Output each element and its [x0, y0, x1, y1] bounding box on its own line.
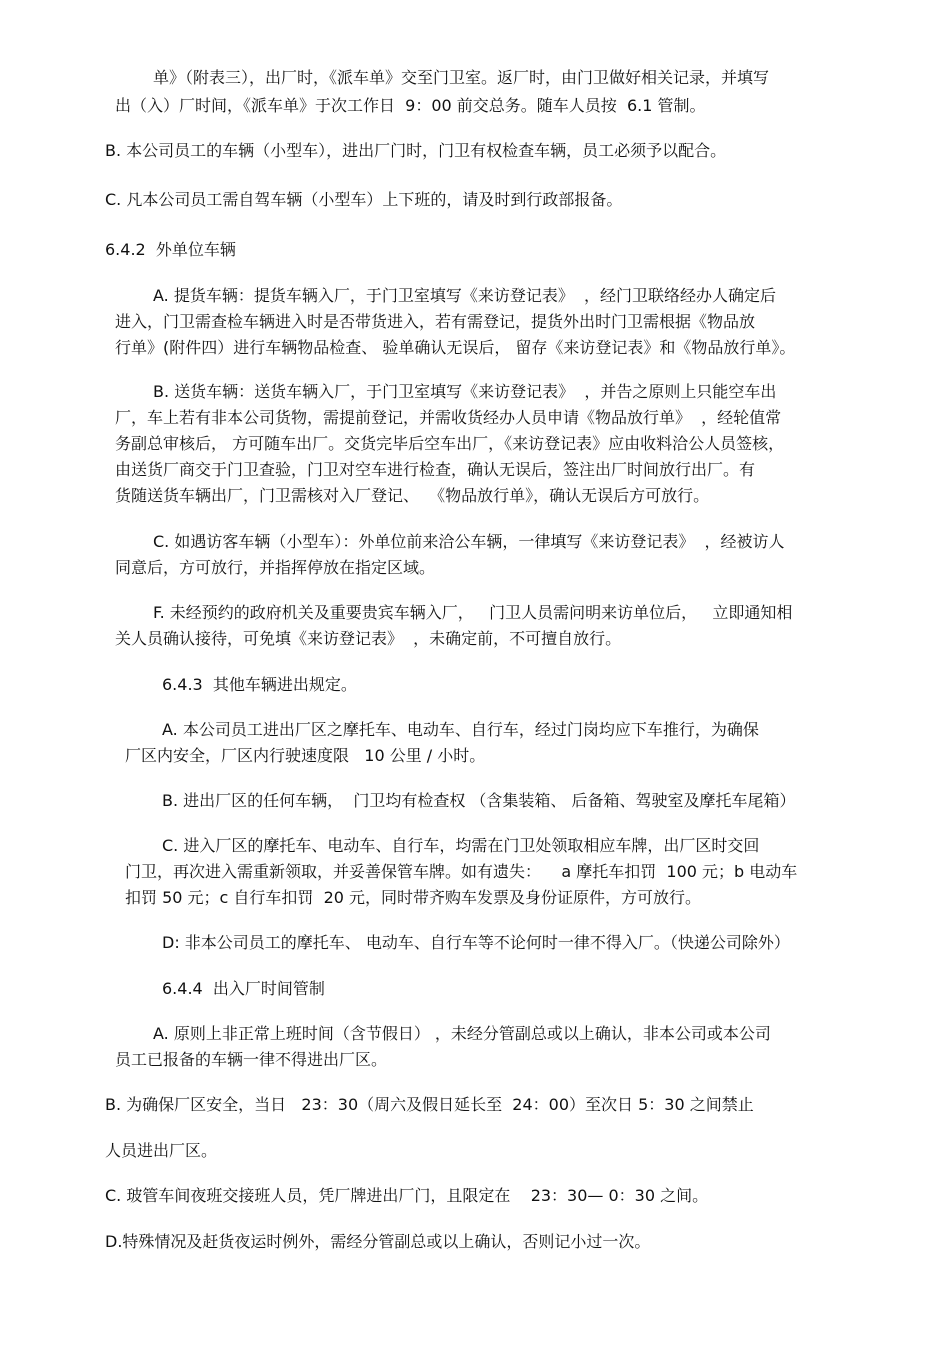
text-line: A. 原则上非正常上班时间（含节假日） ，未经分管副总或以上确认，非本公司或本公司 — [153, 1024, 771, 1043]
text-line: 人员进出厂区。 — [105, 1141, 218, 1160]
text-line: 员工已报备的车辆一律不得进出厂区。 — [115, 1050, 388, 1069]
text-line: 由送货厂商交于门卫查验，门卫对空车进行检查，确认无误后，签注出厂时间放行出厂。有 — [115, 460, 756, 479]
text-line: 厂，车上若有非本公司货物，需提前登记，并需收货经办人员申请《物品放行单》 ，经轮值常 — [115, 408, 782, 427]
section-heading: 6.4.2 外单位车辆 — [105, 240, 236, 259]
text-line: C. 进入厂区的摩托车、电动车、自行车，均需在门卫处领取相应车牌，出厂区时交回 — [162, 836, 760, 855]
text-line: 出（入）厂时间，《派车单》于次工作日 9：00 前交总务。随车人员按 6.1 管制。 — [115, 96, 706, 115]
text-line: 扣罚 50 元；c 自行车扣罚 20 元，同时带齐购车发票及身份证原件，方可放行。 — [125, 888, 702, 907]
text-line: 单》（附表三），出厂时，《派车单》交至门卫室。返厂时，由门卫做好相关记录，并填写 — [153, 68, 770, 87]
text-line: D.特殊情况及赶货夜运时例外，需经分管副总或以上确认，否则记小过一次。 — [105, 1232, 651, 1251]
text-line: C. 如遇访客车辆（小型车）：外单位前来洽公车辆，一律填写《来访登记表》 ，经被访人 — [153, 532, 785, 551]
text-line: 货随送货车辆出厂，门卫需核对入厂登记、 《物品放行单》，确认无误后方可放行。 — [115, 486, 710, 505]
text-line: B. 本公司员工的车辆（小型车），进出厂门时，门卫有权检查车辆，员工必须予以配合。 — [105, 141, 727, 160]
text-line: 门卫，再次进入需重新领取，并妥善保管车牌。如有遗失： a 摩托车扣罚 100 元；b 电动车 — [125, 862, 798, 881]
text-line: C. 凡本公司员工需自驾车辆（小型车）上下班的，请及时到行政部报备。 — [105, 190, 623, 209]
text-line: C. 玻管车间夜班交接班人员，凭厂牌进出厂门，且限定在 23：30— 0：30 之间。 — [105, 1186, 709, 1205]
text-line: 务副总审核后， 方可随车出厂。交货完毕后空车出厂，《来访登记表》应由收料洽公人员签核， — [115, 434, 785, 453]
text-line: B. 送货车辆：送货车辆入厂，于门卫室填写《来访登记表》 ，并告之原则上只能空车出 — [153, 382, 777, 401]
text-line: 关人员确认接待，可免填《来访登记表》 ，未确定前，不可擅自放行。 — [115, 629, 622, 648]
text-line: B. 进出厂区的任何车辆， 门卫均有检查权 （含集装箱、 后备箱、驾驶室及摩托车尾箱） — [162, 791, 796, 810]
text-line: F. 未经预约的政府机关及重要贵宾车辆入厂， 门卫人员需问明来访单位后， 立即通知相 — [153, 603, 793, 622]
section-heading: 6.4.4 出入厂时间管制 — [162, 979, 325, 998]
text-line: 厂区内安全，厂区内行驶速度限 10 公里 / 小时。 — [125, 746, 486, 765]
text-line: A. 提货车辆：提货车辆入厂，于门卫室填写《来访登记表》 ，经门卫联络经办人确定后 — [153, 286, 777, 305]
text-line: A. 本公司员工进出厂区之摩托车、电动车、自行车，经过门岗均应下车推行，为确保 — [162, 720, 759, 739]
text-line: 进入，门卫需查检车辆进入时是否带货进入，若有需登记，提货外出时门卫需根据《物品放 — [115, 312, 756, 331]
text-line: B. 为确保厂区安全，当日 23：30（周六及假日延长至 24：00）至次日 5：30 之间禁止 — [105, 1095, 754, 1114]
text-line: D: 非本公司员工的摩托车、 电动车、自行车等不论何时一律不得入厂。（快递公司除外） — [162, 933, 790, 952]
text-line: 行单》(附件四）进行车辆物品检查、 验单确认无误后， 留存《来访登记表》和《物品放行单》。 — [115, 338, 796, 357]
section-heading: 6.4.3 其他车辆进出规定。 — [162, 675, 357, 694]
text-line: 同意后，方可放行，并指挥停放在指定区域。 — [115, 558, 436, 577]
